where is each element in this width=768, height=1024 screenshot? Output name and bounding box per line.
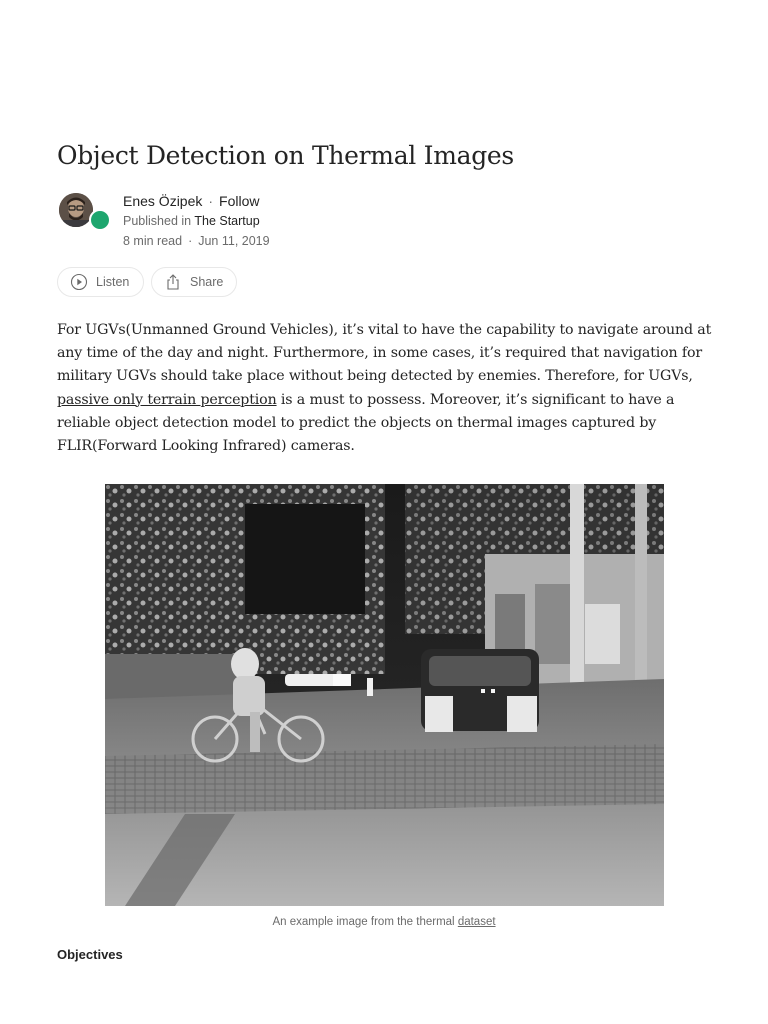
read-time: 8 min read [123,234,183,248]
follow-button[interactable]: Follow [219,193,260,209]
article-title: Object Detection on Thermal Images [57,141,514,170]
caption-text: An example image from the thermal [272,916,458,928]
publication-link[interactable]: The Startup [194,214,260,228]
author-name[interactable]: Enes Özipek [123,193,203,209]
play-circle-icon [70,273,88,291]
byline [57,191,457,251]
figure-caption [0,914,768,930]
article-meta [123,191,270,251]
share-label: Share [190,275,224,289]
body-text-part1: For UGVs(Unmanned Ground Vehicles), it’s vital to have the capability to navigate around at any time of the day and night. Furthermore, in some cases, it’s required that navigation for military UGVs should take place without being detected by enemies. Therefore, for UGVs, [57,322,712,385]
dataset-link[interactable]: dataset [457,916,496,928]
body-paragraph [57,319,721,458]
separator-dot: · [208,193,214,209]
publish-date: Jun 11, 2019 [198,234,270,248]
listen-button[interactable] [57,267,144,297]
author-avatar[interactable] [59,193,93,227]
section-heading-objectives: Objectives [57,947,123,962]
terrain-perception-link[interactable]: passive only terrain perception [57,391,277,408]
body-text-part2: is a must to possess. Moreover, it’s significant to have a reliable object detection model to predict the objects on thermal images captured by FLIR(Forward Looking Infrared) cameras. [57,391,675,455]
separator-dot: · [188,234,193,248]
share-button[interactable] [151,267,237,297]
listen-label: Listen [96,275,130,289]
publication-badge-icon[interactable] [89,209,111,231]
thermal-image [105,484,664,906]
share-icon [164,273,182,291]
avatar-portrait-icon [59,193,93,227]
published-in-label: Published in [123,214,192,228]
thermal-street-scene [105,484,664,906]
